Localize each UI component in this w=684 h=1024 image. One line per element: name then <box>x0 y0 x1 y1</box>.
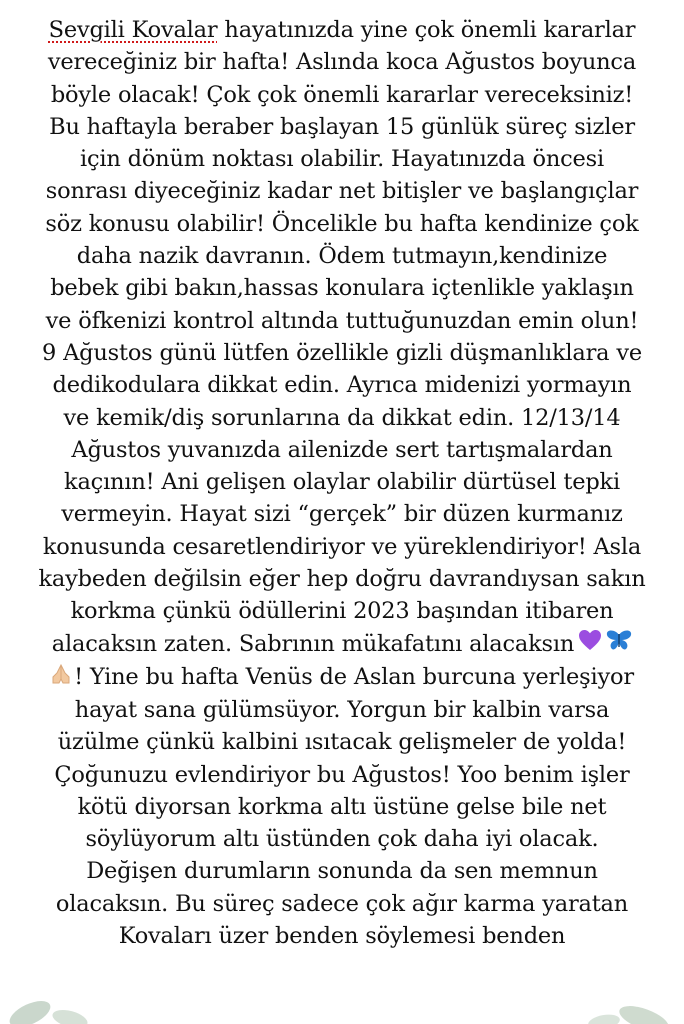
text-line-21: ! Yine bu hafta Venüs de Aslan burcuna yerleşiyor <box>0 661 684 694</box>
text-line-25: kötü diyorsan korkma altı üstüne gelse bile net <box>77 793 607 820</box>
text-line-18: kaybeden değilsin eğer hep doğru davrandıysan sakın <box>38 566 646 593</box>
text-line-10: ve öfkenizi kontrol altında tuttuğunuzdan emin olun! <box>45 307 639 334</box>
greeting: Sevgili Kovalar <box>48 17 218 43</box>
text-line-4: Bu haftayla beraber başlayan 15 günlük süreç sizler <box>49 113 635 140</box>
text-line-17: konusunda cesaretlendiriyor ve yüreklendiriyor! Asla <box>42 533 642 560</box>
text-line-23: üzülme çünkü kalbini ısıtacak gelişmeler de yolda! <box>57 729 627 756</box>
story-text <box>0 14 684 952</box>
text-line-14: Ağustos yuvanızda ailenizde sert tartışmalardan <box>71 436 613 463</box>
text-line-16: vermeyin. Hayat sizi “gerçek” bir düzen kurmanız <box>61 501 623 528</box>
plant-decoration-right <box>564 974 684 1024</box>
text-line-9: bebek gibi bakın,hassas konulara içtenlikle yaklaşın <box>50 275 634 302</box>
text-line-11: 9 Ağustos günü lütfen özellikle gizli düşmanlıklara ve <box>42 339 642 366</box>
text-line-20: alacaksın zaten. Sabrının mükafatını alacaksın <box>0 628 684 661</box>
text-line-28: olacaksın. Bu süreç sadece çok ağır karma yaratan <box>55 890 629 917</box>
folded-hands-icon <box>50 662 72 694</box>
text-line-1: Sevgili Kovalar hayatınızda yine çok önemli kararlar <box>48 17 636 43</box>
text-line-7: söz konusu olabilir! Öncelikle bu hafta kendinize çok <box>45 210 639 237</box>
purple-heart-icon <box>578 628 602 660</box>
text-line-22: hayat sana gülümsüyor. Yorgun bir kalbin varsa <box>74 696 610 723</box>
text-line-8: daha nazik davranın. Ödem tutmayın,kendinize <box>76 243 608 270</box>
text-line-2: vereceğiniz bir hafta! Aslında koca Ağustos boyunca <box>47 49 637 76</box>
text-line-27: Değişen durumların sonunda da sen memnun <box>86 858 598 885</box>
text-line-29: Kovaları üzer benden söylemesi benden <box>118 923 566 949</box>
text-line-24: Çoğunuzu evlendiriyor bu Ağustos! Yoo benim işler <box>54 761 630 788</box>
text-line-12: dedikodulara dikkat edin. Ayrıca midenizi yormayın <box>52 372 632 399</box>
text-line-15: kaçının! Ani gelişen olaylar olabilir dürtüsel tepki <box>64 469 620 496</box>
plant-decoration <box>0 964 120 1024</box>
text-line-13: ve kemik/diş sorunlarına da dikkat edin. 12/13/14 <box>63 404 621 431</box>
blue-butterfly-icon <box>606 628 632 660</box>
text-line-19: korkma çünkü ödüllerini 2023 başından itibaren <box>70 598 614 625</box>
text-line-26: söylüyorum altı üstünden çok daha iyi olacak. <box>85 826 599 853</box>
text-line-3: böyle olacak! Çok çok önemli kararlar vereceksiniz! <box>50 81 634 108</box>
text-line-6: sonrası diyeceğiniz kadar net bitişler ve başlangıçlar <box>45 178 639 205</box>
text-line-5: için dönüm noktası olabilir. Hayatınızda öncesi <box>79 146 605 173</box>
